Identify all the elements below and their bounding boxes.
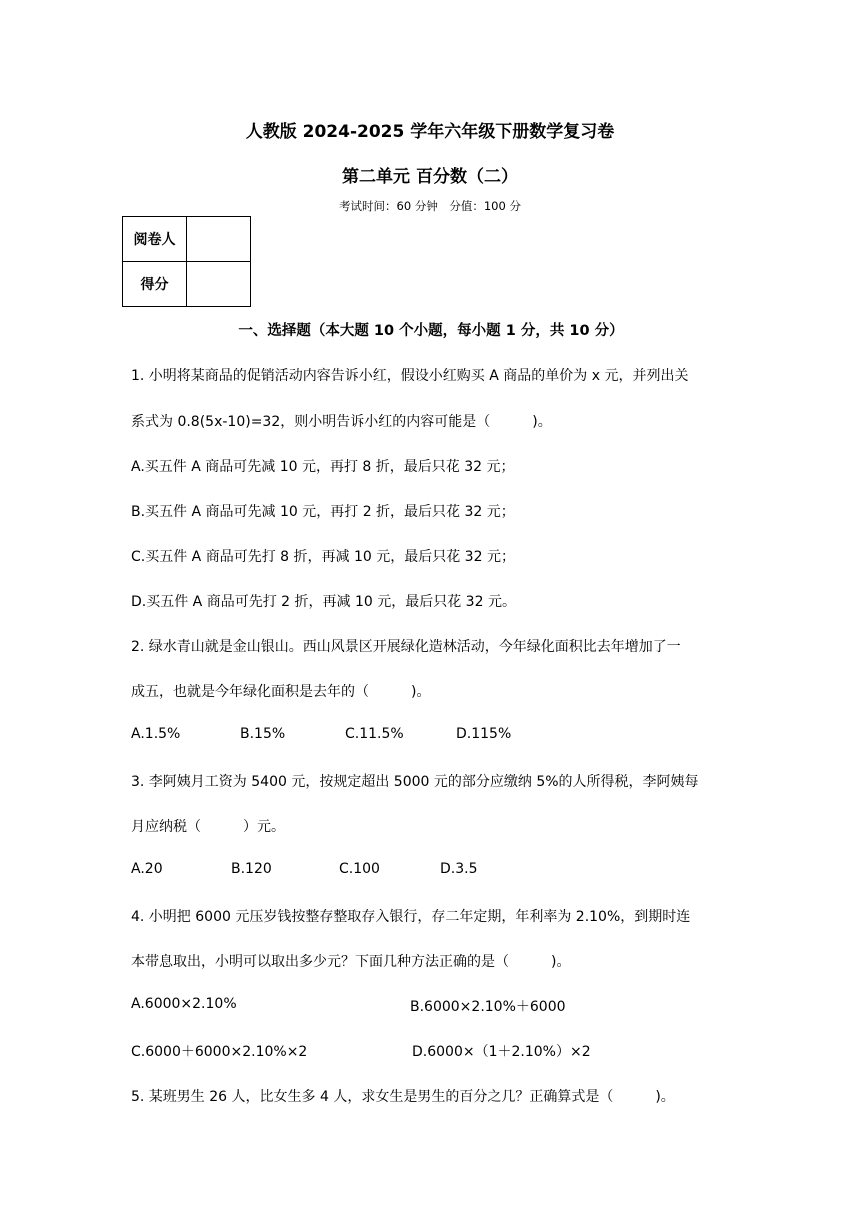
- question-4-option-a: A.6000×2.10%: [131, 996, 237, 1012]
- question-3-option-c: C.100: [339, 861, 380, 877]
- question-4-line-2: 本带息取出，小明可以取出多少元？下面几种方法正确的是（ )。: [131, 954, 571, 970]
- unit-subtitle: 第二单元 百分数（二）: [342, 167, 518, 187]
- question-1-option-a: A.买五件 A 商品可先减 10 元，再打 8 折，最后只花 32 元；: [131, 459, 515, 475]
- question-2-option-d: D.115%: [456, 726, 512, 742]
- table-row: [123, 217, 251, 262]
- exam-info: 考试时间：60 分钟 分值：100 分: [339, 199, 521, 213]
- question-2-option-c: C.11.5%: [345, 726, 404, 742]
- question-1-line-2: 系式为 0.8(5x-10)=32，则小明告诉小红的内容可能是（ )。: [131, 414, 552, 430]
- question-3-option-d: D.3.5: [440, 861, 478, 877]
- question-1-option-c: C.买五件 A 商品可先打 8 折，再减 10 元，最后只花 32 元；: [131, 549, 515, 565]
- table-row: [123, 262, 251, 307]
- question-4-option-b: B.6000×2.10%＋6000: [410, 999, 566, 1015]
- question-2-line-2: 成五，也就是今年绿化面积是去年的（ )。: [131, 684, 431, 700]
- question-4-line-1: 4. 小明把 6000 元压岁钱按整存整取存入银行，存二年定期，年利率为 2.10%，到期时连: [131, 909, 691, 925]
- grader-label: 阅卷人: [123, 217, 187, 262]
- question-3-line-2: 月应纳税（ ）元。: [131, 819, 285, 835]
- question-4-option-c: C.6000＋6000×2.10%×2: [131, 1044, 308, 1060]
- question-2-line-1: 2. 绿水青山就是金山银山。西山风景区开展绿化造林活动，今年绿化面积比去年增加了一: [131, 639, 681, 655]
- question-3-option-b: B.120: [231, 861, 272, 877]
- question-3-option-a: A.20: [131, 861, 163, 877]
- score-value-cell[interactable]: [187, 262, 251, 307]
- document-title: 人教版 2024-2025 学年六年级下册数学复习卷: [245, 122, 615, 142]
- question-1-option-d: D.买五件 A 商品可先打 2 折，再减 10 元，最后只花 32 元。: [131, 594, 516, 610]
- score-label: 得分: [123, 262, 187, 307]
- question-3-line-1: 3. 李阿姨月工资为 5400 元，按规定超出 5000 元的部分应缴纳 5%的人所得税，李阿姨每: [131, 774, 699, 790]
- question-5-line-1: 5. 某班男生 26 人，比女生多 4 人，求女生是男生的百分之几？正确算式是（ )。: [131, 1089, 675, 1105]
- section-heading: 一、选择题（本大题 10 个小题，每小题 1 分，共 10 分）: [238, 323, 624, 339]
- grader-value-cell[interactable]: [187, 217, 251, 262]
- question-4-option-d: D.6000×（1＋2.10%）×2: [412, 1044, 591, 1060]
- question-2-option-b: B.15%: [240, 726, 286, 742]
- grader-table: [122, 216, 251, 307]
- question-2-option-a: A.1.5%: [131, 726, 181, 742]
- question-1-option-b: B.买五件 A 商品可先减 10 元，再打 2 折，最后只花 32 元；: [131, 504, 515, 520]
- question-1-line-1: 1. 小明将某商品的促销活动内容告诉小红，假设小红购买 A 商品的单价为 x 元，并列出关: [131, 368, 689, 384]
